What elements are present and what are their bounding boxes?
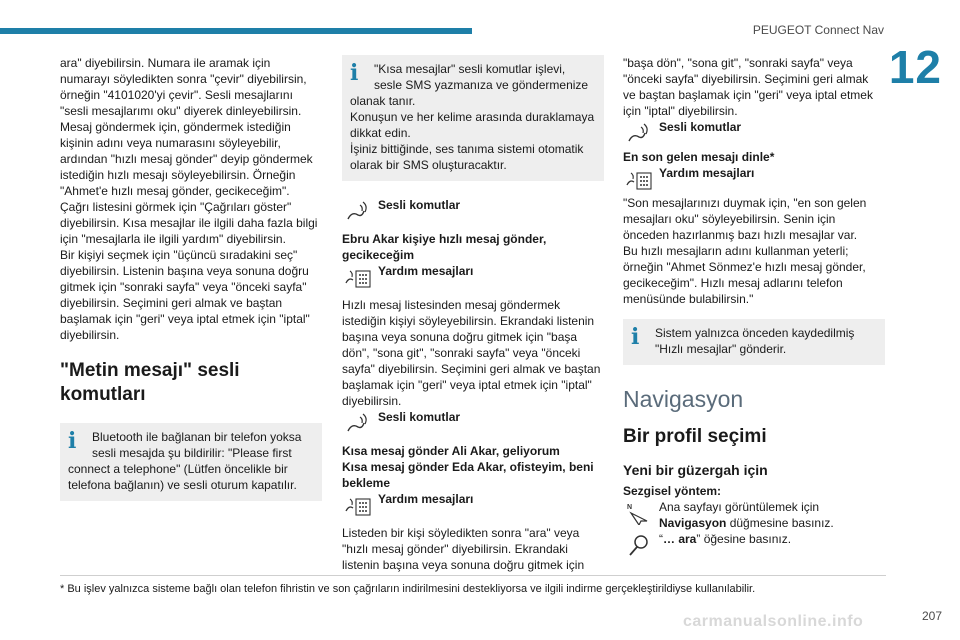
text-line: diyebilirsin. <box>60 328 120 342</box>
info-icon: i <box>350 60 359 86</box>
text-line: diyebilirsin. Listenin başına veya sonuna doğru <box>60 264 309 278</box>
continued-paragraph <box>623 55 885 119</box>
voice-command-row-3: Sesli komutlar <box>623 119 885 141</box>
profile-heading: Bir profil seçimi <box>623 426 767 447</box>
text-line: numarayı söyledikten sonra "çevir" diyebilirsin, <box>60 72 307 86</box>
text-line: "hızlı mesaj gönder" diyebilirsin. Ekrandaki <box>342 542 568 556</box>
route-heading: Yeni bir güzergah için <box>623 462 768 478</box>
voice-command-row-2: Sesli komutlar <box>342 409 604 431</box>
text-line: istediğin hızlı mesajı söyleyebilirsin. Örneğin <box>60 168 296 182</box>
text-line: sayfa" diyebilirsin. Seçimini geri almak ve baştan <box>342 362 601 376</box>
text-line: diyebilirsin. Kısa mesajlar ile ilgili daha fazla bilgi <box>60 216 318 230</box>
navigation-arrow-icon <box>625 501 653 525</box>
magnifier-icon <box>625 533 653 557</box>
header-title: PEUGEOT Connect Nav <box>752 23 884 37</box>
text-line: Listeden bir kişi söyledikten sonra "ara" veya <box>342 526 580 540</box>
header-accent-bar <box>0 28 472 34</box>
help-voice-icon <box>625 167 653 191</box>
text-line: diyebilirsin. <box>342 394 402 408</box>
info-box-bluetooth: i Bluetooth ile bağlanan bir telefon yoksa sesli mesajda şu bildirilir: "Please first connect a telephone" (Lütfen öncelikle bir telefona bağlanın) ve sesli oturum kapatılır. <box>60 423 322 501</box>
voice-command-icon <box>625 121 653 145</box>
help-paragraph-2 <box>342 525 604 573</box>
text-line: başlamak için "geri" veya iptal etmek için "iptal" <box>60 312 310 326</box>
text-line: diyebilirsin. Seçimini geri almak ve baştan <box>60 296 283 310</box>
help-row-1: Yardım mesajları <box>342 263 604 285</box>
svg-text:N: N <box>627 504 633 511</box>
help-voice-icon <box>344 265 372 289</box>
text-line: "önceki sayfa" diyebilirsin. Seçimini geri almak <box>623 72 869 86</box>
info-box-sms: i "Kısa mesajlar" sesli komutlar işlevi, sesle SMS yazmanıza ve göndermenize olanak tanır. Konuşun ve her kelime arasında duraklamaya dikkat edin. İşiniz bittiğinde, ses tanıma sistemi otomatik olarak bir SMS oluşturacaktır. <box>342 55 604 181</box>
text-line: Bir kişiyi seçmek için "üçüncü sıradakini seç" <box>60 248 298 262</box>
help-paragraph-3 <box>623 195 885 307</box>
text-line: önceden hazırlanmış bazı hızlı mesajlar var. <box>623 228 858 242</box>
text-line: için "iptal" diyebilirsin. <box>623 104 738 118</box>
column-2 <box>342 55 604 573</box>
method-label: Sezgisel yöntem: <box>623 484 722 498</box>
text-line: Çağrı listesini görmek için "Çağrıları göster" <box>60 200 292 214</box>
text-line: menüsünde bulabilirsin." <box>623 292 754 306</box>
text-line: dön", "sona git", "sonraki sayfa" veya "önceki <box>342 346 581 360</box>
text-line: başlamak için "geri" veya iptal etmek için "iptal" <box>342 378 592 392</box>
info-box-quick-messages: i Sistem yalnızca önceden kaydedilmiş "Hızlı mesajlar" gönderir. <box>623 319 885 365</box>
text-line: için "mesajlarla ile ilgili yardım" diyebilirsin. <box>60 232 286 246</box>
text-line: örneğin "4101020'yi çevir". Sesli mesajlarını <box>60 88 293 102</box>
text-line: ardından "hızlı mesaj gönder" deyip göndermek <box>60 152 313 166</box>
column-3 <box>623 55 885 553</box>
chapter-number: 12 <box>888 41 942 93</box>
text-line: Hızlı mesaj listesinden mesaj göndermek <box>342 298 561 312</box>
voice-command-row-1: Sesli komutlar <box>342 197 604 219</box>
intro-paragraph <box>60 55 322 343</box>
text-line: Mesaj göndermek için, göndermek istediğin <box>60 120 291 134</box>
text-line: kişinin adını veya numarasını söyleyebilir, <box>60 136 281 150</box>
text-line: "başa dön", "sona git", "sonraki sayfa" veya <box>623 56 853 70</box>
section-heading-sms: "Metin mesajı" sesli komutları <box>60 360 240 405</box>
page-number: 207 <box>921 609 942 623</box>
command-example-2: Kısa mesaj gönder Ali Akar, geliyorum Kısa mesaj gönder Eda Akar, ofisteyim, beni bekleme <box>342 444 594 490</box>
footnote-divider <box>60 575 886 576</box>
text-line: gecikeceğim". Hızlı mesaj adlarını telefon <box>623 276 843 290</box>
text-line: listenin başına veya sonuna doğru gitmek için <box>342 558 585 572</box>
text-line: başına veya sonuna doğru gitmek için "başa <box>342 330 578 344</box>
help-row-2: Yardım mesajları <box>342 491 604 513</box>
help-voice-icon <box>344 493 372 517</box>
text-line: "sesli mesajlarımı oku" diyerek dinleyebilirsin. <box>60 104 302 118</box>
text-line: mesajları oku" söyleyebilirsin. Senin için <box>623 212 836 226</box>
text-line: örneğin "Ahmet Sönmez'e hızlı mesaj gönder, <box>623 260 866 274</box>
watermark: carmanualsonline.info <box>683 613 864 630</box>
step-1: N Ana sayfayı görüntülemek için Navigasyon düğmesine basınız. <box>627 500 834 530</box>
text-line: ara" diyebilirsin. Numara ile aramak için <box>60 56 271 70</box>
text-line: "Son mesajlarınızı duymak için, "en son gelen <box>623 196 867 210</box>
voice-command-icon <box>344 199 372 223</box>
text-line: "Ahmet'e hızlı mesaj gönder, gecikeceğim". <box>60 184 290 198</box>
info-icon: i <box>68 428 77 454</box>
command-example-1: Ebru Akar kişiye hızlı mesaj gönder, gecikeceğim <box>342 232 547 262</box>
command-example-3: En son gelen mesajı dinle* <box>623 150 775 164</box>
voice-command-icon <box>344 411 372 435</box>
column-1 <box>60 55 322 501</box>
footnote: * Bu işlev yalnızca sisteme bağlı olan telefon fihristin ve son çağrıların indirilmesini destekliyorsa ve ilgili indirme gerçekleştirildiyse kullanılabilir. <box>60 583 756 595</box>
text-line: gitmek için "sonraki sayfa" veya "önceki sayfa" <box>60 280 307 294</box>
help-row-3: Yardım mesajları <box>623 165 885 187</box>
text-line: ve baştan başlamak için "geri" veya iptal etmek <box>623 88 873 102</box>
navigation-heading: Navigasyon <box>623 386 744 412</box>
text-line: Bu hızlı mesajların adını kullanman yeterli; <box>623 244 849 258</box>
text-line: istediğin kişiyi söyleyebilirsin. Ekrandaki listenin <box>342 314 595 328</box>
step-2: “… ara” öğesine basınız. <box>623 531 885 553</box>
help-paragraph-1 <box>342 297 604 409</box>
info-icon: i <box>631 324 640 350</box>
